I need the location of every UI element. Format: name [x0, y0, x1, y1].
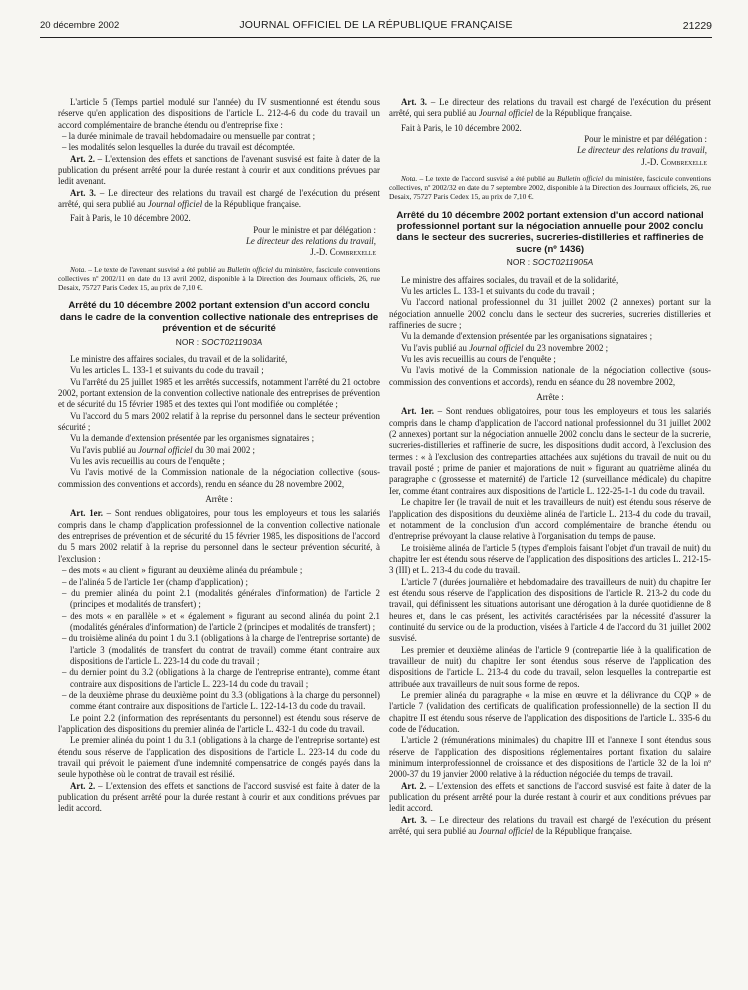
visa: Le ministre des affaires sociales, du travail et de la solidarité,: [401, 274, 619, 285]
article-label: Art. 1er.: [70, 508, 103, 519]
signature-title: Le directeur des relations du travail,: [577, 145, 707, 156]
visa: Le ministre des affaires sociales, du travail et de la solidarité,: [70, 353, 288, 364]
exclusion-list: [58, 565, 380, 712]
nor-code: SOCT0211905A: [532, 257, 594, 268]
article-3: [389, 815, 711, 838]
signature-title: Le directeur des relations du travail,: [246, 236, 376, 247]
visa: Vu les articles L. 133-1 et suivants du code du travail ;: [70, 365, 264, 376]
page-number: 21229: [682, 20, 712, 32]
article-label: Art. 3.: [401, 814, 428, 825]
visa: Vu la demande d'extension présentée par les organisations signataires ;: [401, 331, 653, 342]
list-item: – du troisième alinéa du point 1 du 3.1 (obligations à la charge de l'entreprise sortante) de l'article 3 (modalités de transfert du contrat de travail) comme étant contraire aux dispositions de l'article L. 223-14 du code du travail ;: [62, 633, 380, 666]
nor-code: SOCT0211903A: [201, 336, 263, 347]
article-label: Art. 3.: [70, 187, 97, 198]
article-label: Art. 2.: [401, 780, 427, 791]
paragraph: Le premier alinéa du point 1 du 3.1 (obligations à la charge de l'entreprise sortante) est étendu sous réserve de l'application des dispositions de l'article L. 223-14 du code du travail qui prévoit le paiement d'une indemnité compensatrice de congés payés dans la seule hypothèse où le contrat de travail est résilié.: [58, 735, 380, 780]
journal-ref: Journal officiel: [478, 108, 534, 119]
article-text: – Le directeur des relations du travail est chargé de l'exécution du présent arrêté, qui sera publié au: [58, 187, 380, 210]
nor-label: NOR :: [506, 257, 533, 268]
nota-label: Nota.: [70, 264, 87, 274]
decree-title: Arrêté du 10 décembre 2002 portant extension d'un accord conclu dans le cadre de la convention collective nationale des entreprises de prévention et de sécurité: [59, 300, 379, 335]
nor-reference: [58, 337, 380, 348]
visa: [58, 445, 380, 456]
visa-text: du 23 novembre 2002 ;: [523, 342, 609, 353]
article-1: [389, 406, 711, 497]
article-text: de la République française.: [533, 826, 633, 837]
article-text: – Le directeur des relations du travail est chargé de l'exécution du présent arrêté, qui sera publié au: [389, 814, 711, 837]
journal-title: JOURNAL OFFICIEL DE LA RÉPUBLIQUE FRANÇAISE: [239, 19, 513, 31]
visa: Vu l'avis motivé de la Commission nationale de la négociation collective (sous-commission des conventions et accords), rendu en séance du 28 novembre 2002,: [58, 467, 380, 489]
page-header: [40, 20, 712, 34]
journal-ref: Journal officiel: [478, 826, 534, 837]
right-column: [389, 97, 711, 837]
visa: [389, 343, 711, 354]
paragraph: L'article 2 (rémunérations minimales) du chapitre III et l'annexe I sont étendus sous réserve de l'application des dispositions réglementaires portant fixation du salaire minimum interprofessionnel de croissance et des dispositions de l'article 32 de la loi nº 2000-37 du 19 janvier 2000 relative à la réduction négociée du temps de travail.: [389, 735, 711, 780]
arrete-heading: Arrête :: [205, 494, 233, 505]
article-label: Art. 2.: [70, 153, 95, 164]
list-item: – la durée minimale de travail hebdomadaire ou mensuelle par contrat ;: [62, 131, 316, 142]
visa: Vu l'avis motivé de la Commission nationale de la négociation collective (sous-commission des conventions et accords), rendu en séance du 28 novembre 2002,: [389, 365, 711, 387]
list-item: – des mots « au client » figurant au deuxième alinéa du préambule ;: [62, 565, 303, 576]
decree-title: Arrêté du 10 décembre 2002 portant extension d'un accord national professionnel portant sur la négociation annuelle pour 2002 conclu dans le secteur des sucreries, sucreries-distilleries et raffineries de sucre (nº 1436): [396, 209, 704, 255]
signature-line: Pour le ministre et par délégation :: [584, 134, 707, 145]
list-item: – des mots « en parallèle » et « également » figurant au second alinéa du point 2.1 (modalités générales d'information) de l'article 2 (principes et modalités de transfert) ;: [62, 610, 380, 632]
signature-line: Pour le ministre et par délégation :: [253, 224, 376, 235]
article-text: de la République française.: [533, 108, 633, 119]
journal-ref: Journal officiel: [147, 199, 203, 210]
list-item: – du premier alinéa du point 2.1 (modalités générales d'information) de l'article 2 (principes et modalités de transfert) ;: [62, 587, 380, 610]
signature-name: J.-D. Combrexelle: [641, 156, 707, 167]
paragraph: Le chapitre Ier (le travail de nuit et les travailleurs de nuit) est étendu sous réserve de l'application des dispositions du deuxième alinéa de l'article L. 213-4 du code du travail, et notamment de la conclusion d'un accord complémentaire de branche étendu ou d'entreprise prévoyant la clause relative à l'organisation du temps de pause.: [389, 497, 711, 542]
article-text: – Sont rendues obligatoires, pour tous les employeurs et tous les salariés compris dans le champ d'application professionnel de la convention collective nationale des entreprises de prévention et de sécurité du 15 février 1985, les dispositions de l'accord du 5 mars 2002 relatif à la reprise du personnel dans le secteur prévention sécurité, à l'exclusion :: [58, 508, 380, 564]
bulletin-ref: Bulletin officiel: [226, 264, 273, 274]
nota-text: – Le texte de l'avenant susvisé a été publié au: [86, 264, 227, 274]
nota-text: – Le texte de l'accord susvisé a été publié au: [417, 174, 557, 184]
article-text: – L'extension des effets et sanctions de l'accord susvisé est faite à dater de la publication du présent arrêté pour la durée restant à courir et aux conditions prévues par ledit accord.: [389, 780, 711, 814]
article-text: de la République française.: [202, 199, 302, 210]
nota-text: du ministère, fascicule conventions collectives, nº 2002/32 en date du 7 septembre 2002, disponible à la Direction des Journaux officiels, 26, rue Desaix, 75727 Paris Cedex 15, au prix de 7,10 €.: [389, 174, 711, 202]
visa-text: Vu l'avis publié au: [70, 444, 139, 455]
visa: Vu l'accord du 5 mars 2002 relatif à la reprise du personnel dans le secteur prévention sécurité ;: [58, 410, 380, 433]
paragraph: Le premier alinéa du paragraphe « la mise en œuvre et la délivrance du CQP » de l'article 7 (validation des certificats de qualification professionnelle) de la section II du chapitre II est étendu sous réserve de l'application des dispositions de l'article L. 335-6 du code de l'éducation.: [389, 690, 711, 735]
nor-reference: [389, 257, 711, 268]
article-1: [58, 508, 380, 565]
paragraph: Les premier et deuxième alinéas de l'article 9 (contrepartie liée à la qualification de travailleur de nuit) du chapitre Ier sont étendus sous réserve de l'application des dispositions de l'article L. 213-4 du code du travail, selon lesquelles la contrepartie est attribuée aux travailleurs de nuit sous forme de repos.: [389, 644, 711, 689]
article-label: Art. 3.: [401, 97, 428, 107]
exclusion-list: [58, 131, 380, 154]
header-date: 20 décembre 2002: [40, 20, 120, 31]
list-item: – du dernier point du 3.2 (obligations à la charge de l'entreprise entrante), comme étant contraire aux dispositions de l'article L. 223-14 du code du travail ;: [62, 667, 380, 689]
nota: [58, 265, 380, 293]
paragraph: L'article 5 (Temps partiel modulé sur l'année) du IV susmentionné est étendu sous réserve qu'en application des dispositions de l'article L. 212-4-6 du code du travail un accord complémentaire de branche étendu ou d'entreprise fixe :: [58, 97, 380, 130]
list-item: – les modalités selon lesquelles la durée du travail est décomptée.: [62, 142, 295, 153]
signature-name: J.-D. Combrexelle: [310, 247, 376, 258]
fait-a-paris: Fait à Paris, le 10 décembre 2002.: [401, 122, 522, 133]
list-item: – de l'alinéa 5 de l'article 1er (champ d'application) ;: [62, 576, 248, 587]
paragraph: L'article 7 (durées journalière et hebdomadaire des travailleurs de nuit) du chapitre Ier est étendu sous réserve de l'application des dispositions de l'article R. 213-2 du code du travail, qui définissent les situations autorisant une dérogation à la durée quotidienne de 8 heures et, dans le cas présent, les activités caractérisées par la nécessité d'assurer la continuité du service ou de la production, visées à l'article 4 de l'accord du 31 juillet 2002 susvisé.: [389, 576, 711, 644]
article-text: – L'extension des effets et sanctions de l'avenant susvisé est faite à dater de la publication du présent arrêté pour la durée restant à courir et aux conditions prévues par ledit avenant.: [58, 153, 380, 187]
visa: Vu la demande d'extension présentée par les organismes signataires ;: [70, 433, 315, 444]
article-2: [58, 154, 380, 188]
article-text: – Le directeur des relations du travail est chargé de l'exécution du présent arrêté, qui sera publié au: [389, 97, 711, 119]
article-3: [58, 188, 380, 211]
journal-ref: Journal officiel: [469, 342, 524, 353]
arrete-heading: Arrête :: [536, 392, 564, 403]
nota-label: Nota.: [401, 174, 418, 184]
visa: Vu l'arrêté du 25 juillet 1985 et les arrêtés successifs, notamment l'arrêté du 21 octobre 2002, portant extension de la convention collective nationale des entreprises de prévention et de sécurité du 15 février 1985 et des textes qui l'ont modifiée ou complétée ;: [58, 376, 380, 410]
article-2: [389, 781, 711, 815]
nor-label: NOR :: [175, 336, 202, 347]
visa: Vu les avis recueillis au cours de l'enquête ;: [70, 456, 225, 467]
bulletin-ref: Bulletin officiel: [556, 174, 604, 184]
visa: Vu l'accord national professionnel du 31 juillet 2002 (2 annexes) portant sur la négociation annuelle 2002 conclu dans le secteur des sucreries, sucreries distilleries et raffineries de sucre ;: [389, 297, 711, 331]
article-label: Art. 1er.: [401, 406, 434, 417]
visa-text: du 30 mai 2002 ;: [192, 444, 255, 455]
article-text: – Sont rendues obligatoires, pour tous les employeurs et tous les salariés compris dans le champ d'application de l'accord national professionnel du 31 juillet 2002 (2 annexes) portant sur la négociation annuelle 2002 conclu dans le secteur de la sucrerie, sucreries-distilleries et raffinerie de sucre, les dispositions dudit accord, à l'exclusion des termes : « à l'exclusion des contreparties attachées aux sujétions du travail de nuit ou du travail posté ; prime de panier et majorations de nuit » figurant au quatrième alinéa du paragraphe c (grossesse et maternité) de l'article 12 (surveillance médicale) du chapitre Ier, comme étant contraires aux dispositions de l'article L. 122-25-1-1 du code du travail.: [389, 406, 711, 496]
article-2: [58, 781, 380, 815]
paragraph: Le point 2.2 (information des représentants du personnel) est étendu sous réserve de l'application des dispositions du premier alinéa de l'article L. 432-1 du code du travail.: [58, 712, 380, 734]
nota: [389, 174, 711, 202]
journal-ref: Journal officiel: [138, 444, 193, 455]
article-text: – L'extension des effets et sanctions de l'accord susvisé est faite à dater de la publication du présent arrêté pour la durée restant à courir et aux conditions prévues par ledit accord.: [58, 780, 380, 814]
fait-a-paris: Fait à Paris, le 10 décembre 2002.: [70, 213, 191, 224]
visa-text: Vu l'avis publié au: [401, 342, 470, 353]
header-rule: [40, 37, 712, 38]
visa: Vu les avis recueillis au cours de l'enquête ;: [401, 354, 556, 365]
left-column: [58, 97, 380, 815]
nota-text: du ministère, fascicule conventions collectives nº 2002/11 en date du 13 avril 2002, disponible à la Direction des Journaux officiels, 26, rue Desaix, 75727 Paris Cedex 15, au prix de 7,10 €.: [58, 264, 380, 293]
paragraph: Le troisième alinéa de l'article 5 (types d'emplois faisant l'objet d'un travail de nuit) du chapitre Ier est étendu sous réserve de l'application des dispositions des articles L. 212-15-3 (III) et L. 213-4 du code du travail.: [389, 542, 711, 576]
visa: Vu les articles L. 133-1 et suivants du code du travail ;: [401, 285, 595, 296]
article-label: Art. 2.: [70, 780, 96, 791]
list-item: – de la deuxième phrase du deuxième point du 3.3 (obligations à la charge du personnel) comme étant contraire aux dispositions de l'article L. 122-14-13 du code du travail.: [62, 689, 380, 712]
article-3: [389, 97, 711, 120]
